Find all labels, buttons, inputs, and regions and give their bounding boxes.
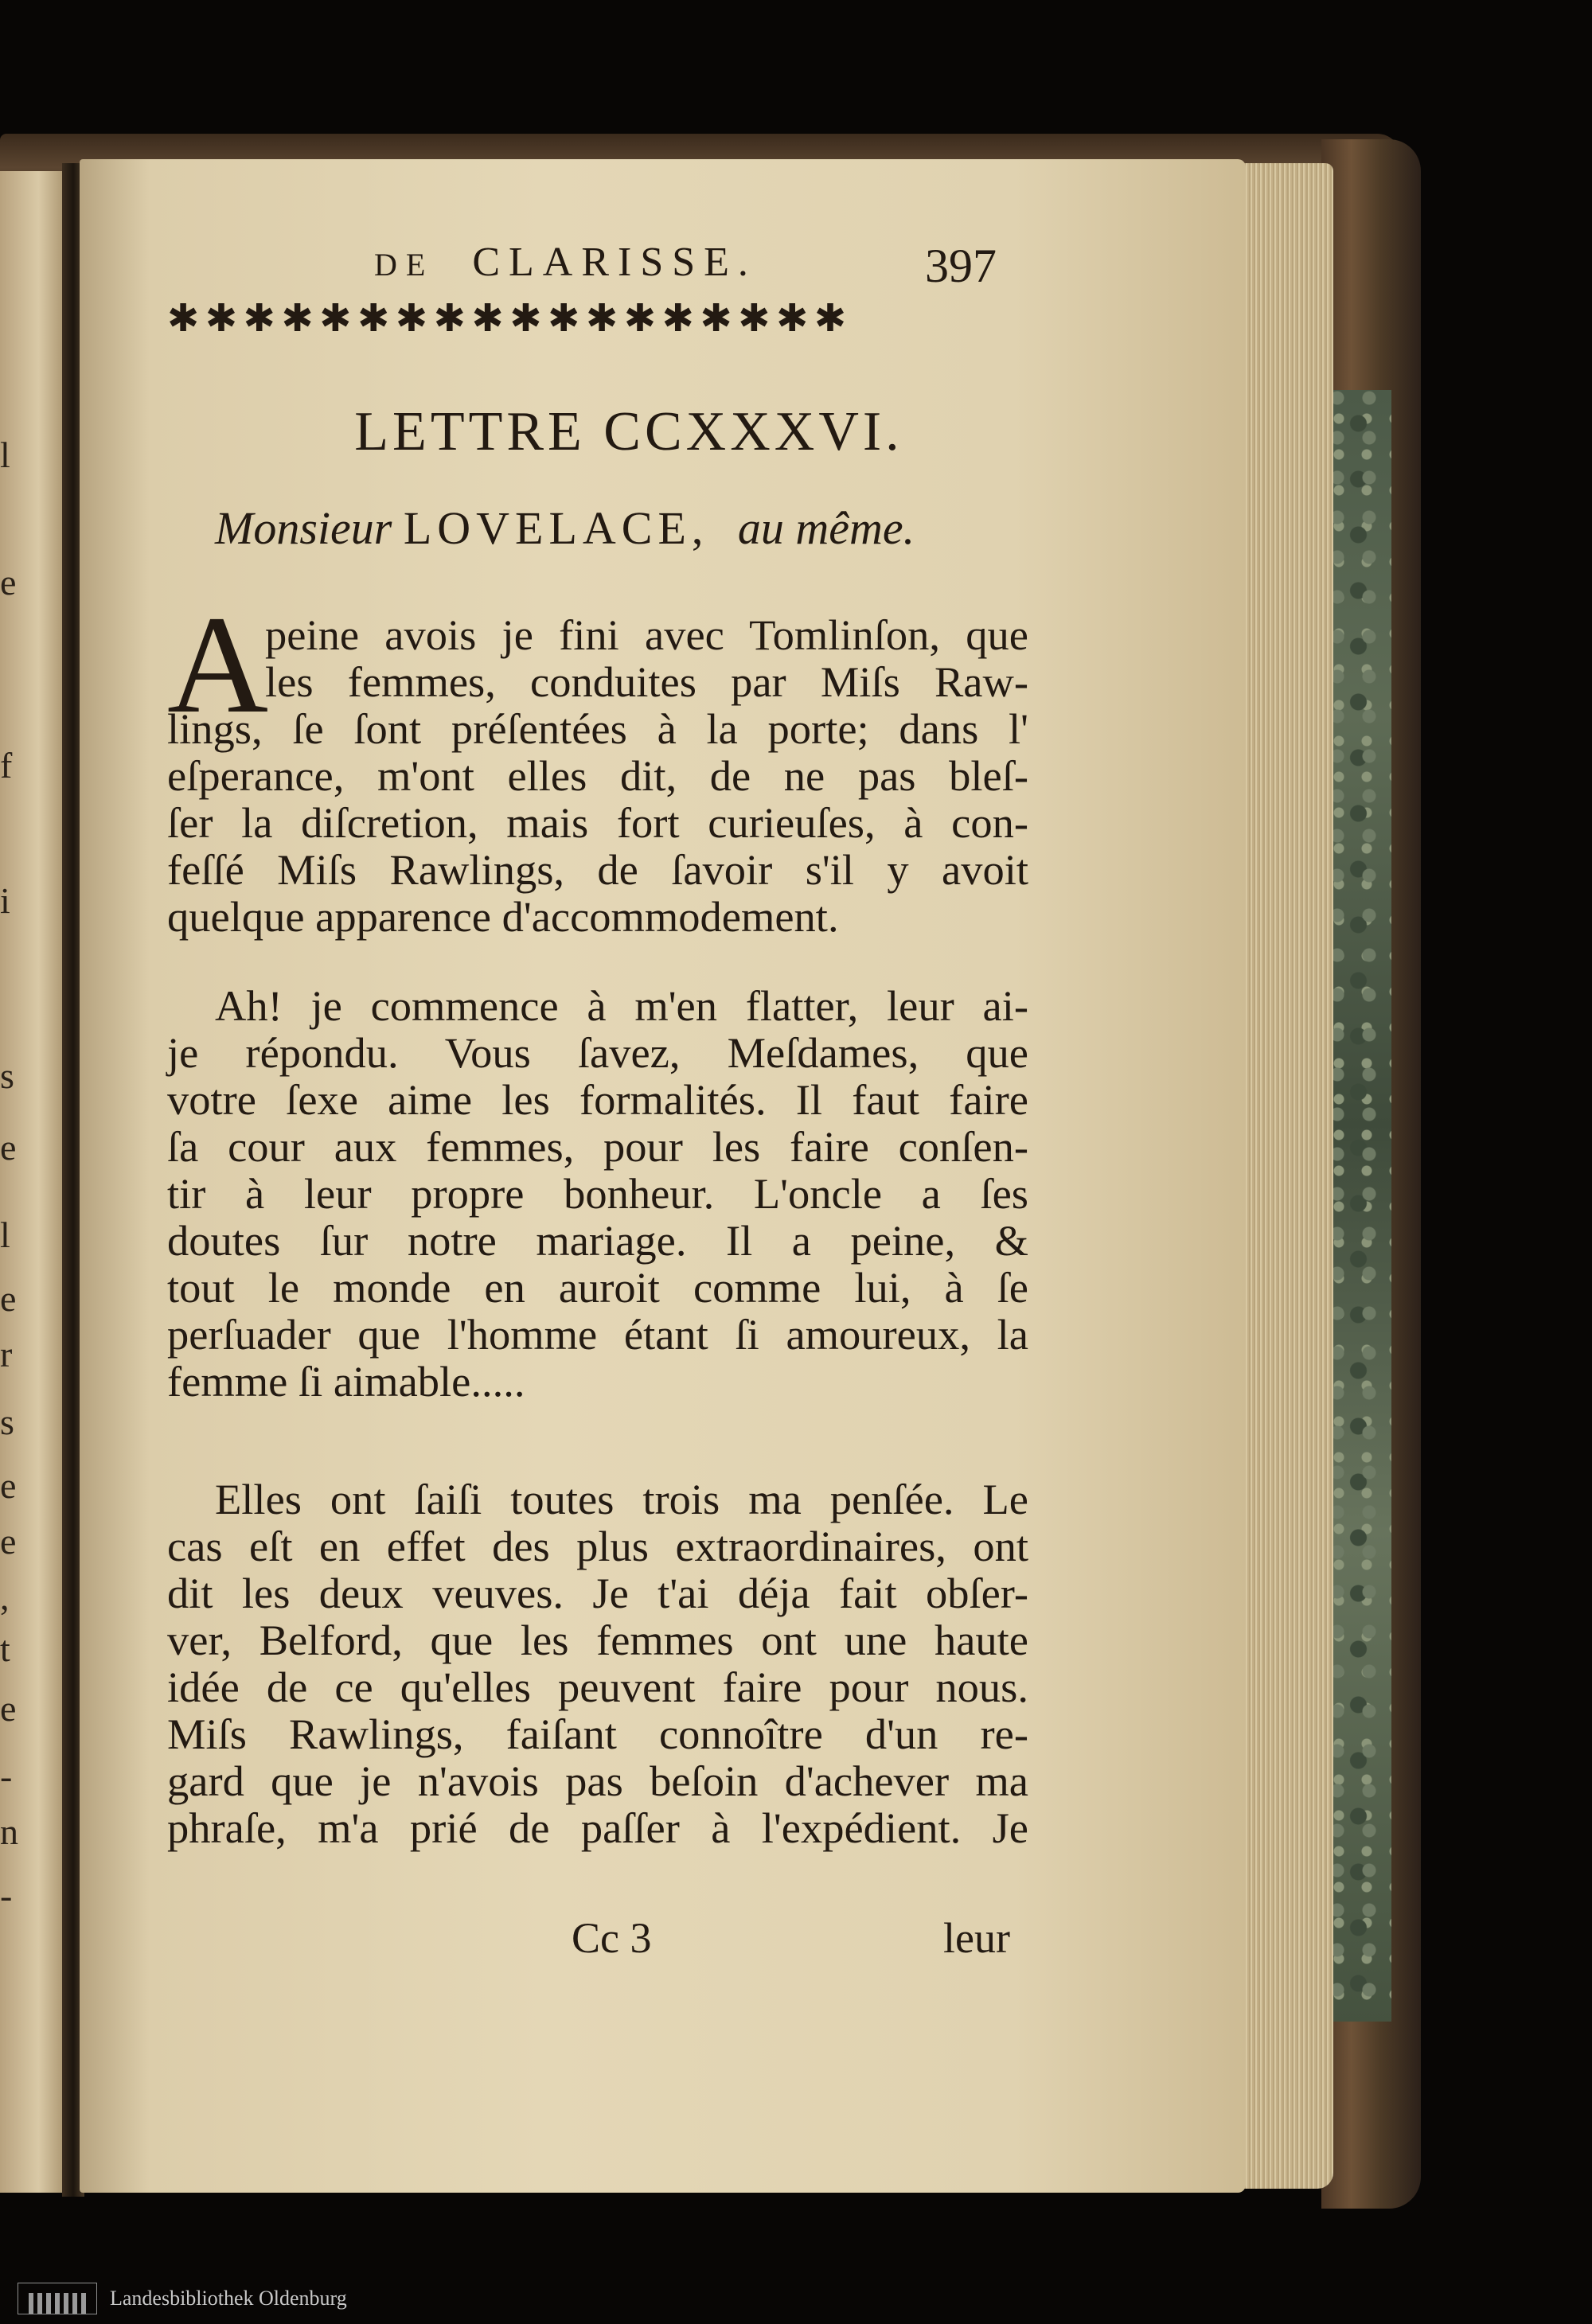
text-line: gard que je n'avois pas beſoin d'achever ma	[167, 1757, 1028, 1805]
left-fragment: s	[0, 1055, 14, 1096]
left-fragment: e	[0, 1521, 17, 1562]
text-line: dit les deux veuves. Je t'ai déja fait obſer-	[167, 1569, 1028, 1617]
running-head-title: CLARISSE.	[472, 240, 757, 285]
catchword: leur	[943, 1914, 1010, 1962]
page-number: 397	[925, 240, 997, 292]
salutation-to: au même.	[737, 502, 915, 554]
library-building-icon	[18, 2283, 97, 2314]
left-fragment: s	[0, 1402, 14, 1442]
left-fragment: e	[0, 562, 17, 602]
text-line: ſa cour aux femmes, pour les faire conſen-	[167, 1122, 1028, 1171]
library-name: Landesbibliothek Oldenburg	[110, 2286, 347, 2310]
text-line: quelque apparence d'accommodement.	[167, 892, 839, 941]
text-line: Elles ont ſaiſi toutes trois ma penſée. Le	[215, 1475, 1028, 1523]
text-line: votre ſexe aime les formalités. Il faut faire	[167, 1075, 1028, 1124]
text-line: je répondu. Vous ſavez, Meſdames, que	[167, 1028, 1028, 1077]
text-line: les femmes, conduites par Miſs Raw-	[265, 657, 1028, 706]
left-fragment: e	[0, 1278, 17, 1319]
left-fragment: -	[0, 1875, 13, 1916]
marbled-board	[1328, 390, 1391, 2022]
drop-cap: A	[167, 587, 269, 743]
left-fragment: ,	[0, 1577, 10, 1617]
left-fragment: l	[0, 435, 10, 475]
salutation-from: Monsieur	[215, 502, 392, 554]
text-line: feſſé Miſs Rawlings, de ſavoir s'il y avoit	[167, 845, 1028, 894]
text-line: perſuader que l'homme étant ſi amoureux, la	[167, 1310, 1028, 1359]
left-fragment: -	[0, 1756, 13, 1796]
left-fragment: f	[0, 745, 13, 786]
left-fragment: l	[0, 1215, 10, 1255]
left-fragment: n	[0, 1811, 18, 1852]
text-line: doutes ſur notre mariage. Il a peine, &	[167, 1216, 1028, 1265]
text-line: tir à leur propre bonheur. L'oncle a ſes	[167, 1169, 1028, 1218]
salutation	[215, 501, 915, 555]
salutation-name: LOVELACE	[403, 502, 692, 554]
text-line: cas eſt en effet des plus extraordinaires, ont	[167, 1522, 1028, 1570]
text-line: lings, ſe ſont préſentées à la porte; dans l'	[167, 704, 1028, 753]
left-fragment: i	[0, 880, 10, 921]
text-line: femme ſi aimable.....	[167, 1357, 525, 1406]
signature-mark: Cc 3	[572, 1914, 652, 1962]
text-line: ver, Belford, que les femmes ont une haute	[167, 1616, 1028, 1664]
text-line: tout le monde en auroit comme lui, à ſe	[167, 1263, 1028, 1312]
text-line: idée de ce qu'elles peuvent faire pour nous.	[167, 1663, 1028, 1711]
salutation-separator: ,	[691, 502, 704, 554]
left-fragment: t	[0, 1628, 10, 1669]
running-head-prefix: DE	[374, 247, 435, 283]
text-line: Miſs Rawlings, faiſant connoître d'un re-	[167, 1710, 1028, 1758]
left-fragment: e	[0, 1127, 17, 1168]
library-footer	[0, 2272, 1592, 2324]
left-page-edge	[0, 171, 70, 2193]
text-line: Ah! je commence à m'en flatter, leur ai-	[215, 981, 1028, 1030]
left-fragment: e	[0, 1465, 17, 1506]
text-line: eſperance, m'ont elles dit, de ne pas bleſ-	[167, 751, 1028, 800]
left-fragment: e	[0, 1688, 17, 1729]
letter-title: LETTRE CCXXXVI.	[354, 401, 903, 462]
text-line: phraſe, m'a prié de paſſer à l'expédient. Je	[167, 1803, 1028, 1852]
text-line: peine avois je fini avec Tomlinſon, que	[265, 610, 1028, 659]
running-head	[374, 239, 757, 286]
ornament-rule: ✱✱✱✱✱✱✱✱✱✱✱✱✱✱✱✱✱✱	[167, 298, 853, 340]
text-line: ſer la diſcretion, mais fort curieuſes, à con-	[167, 798, 1028, 847]
left-fragment: r	[0, 1334, 13, 1375]
